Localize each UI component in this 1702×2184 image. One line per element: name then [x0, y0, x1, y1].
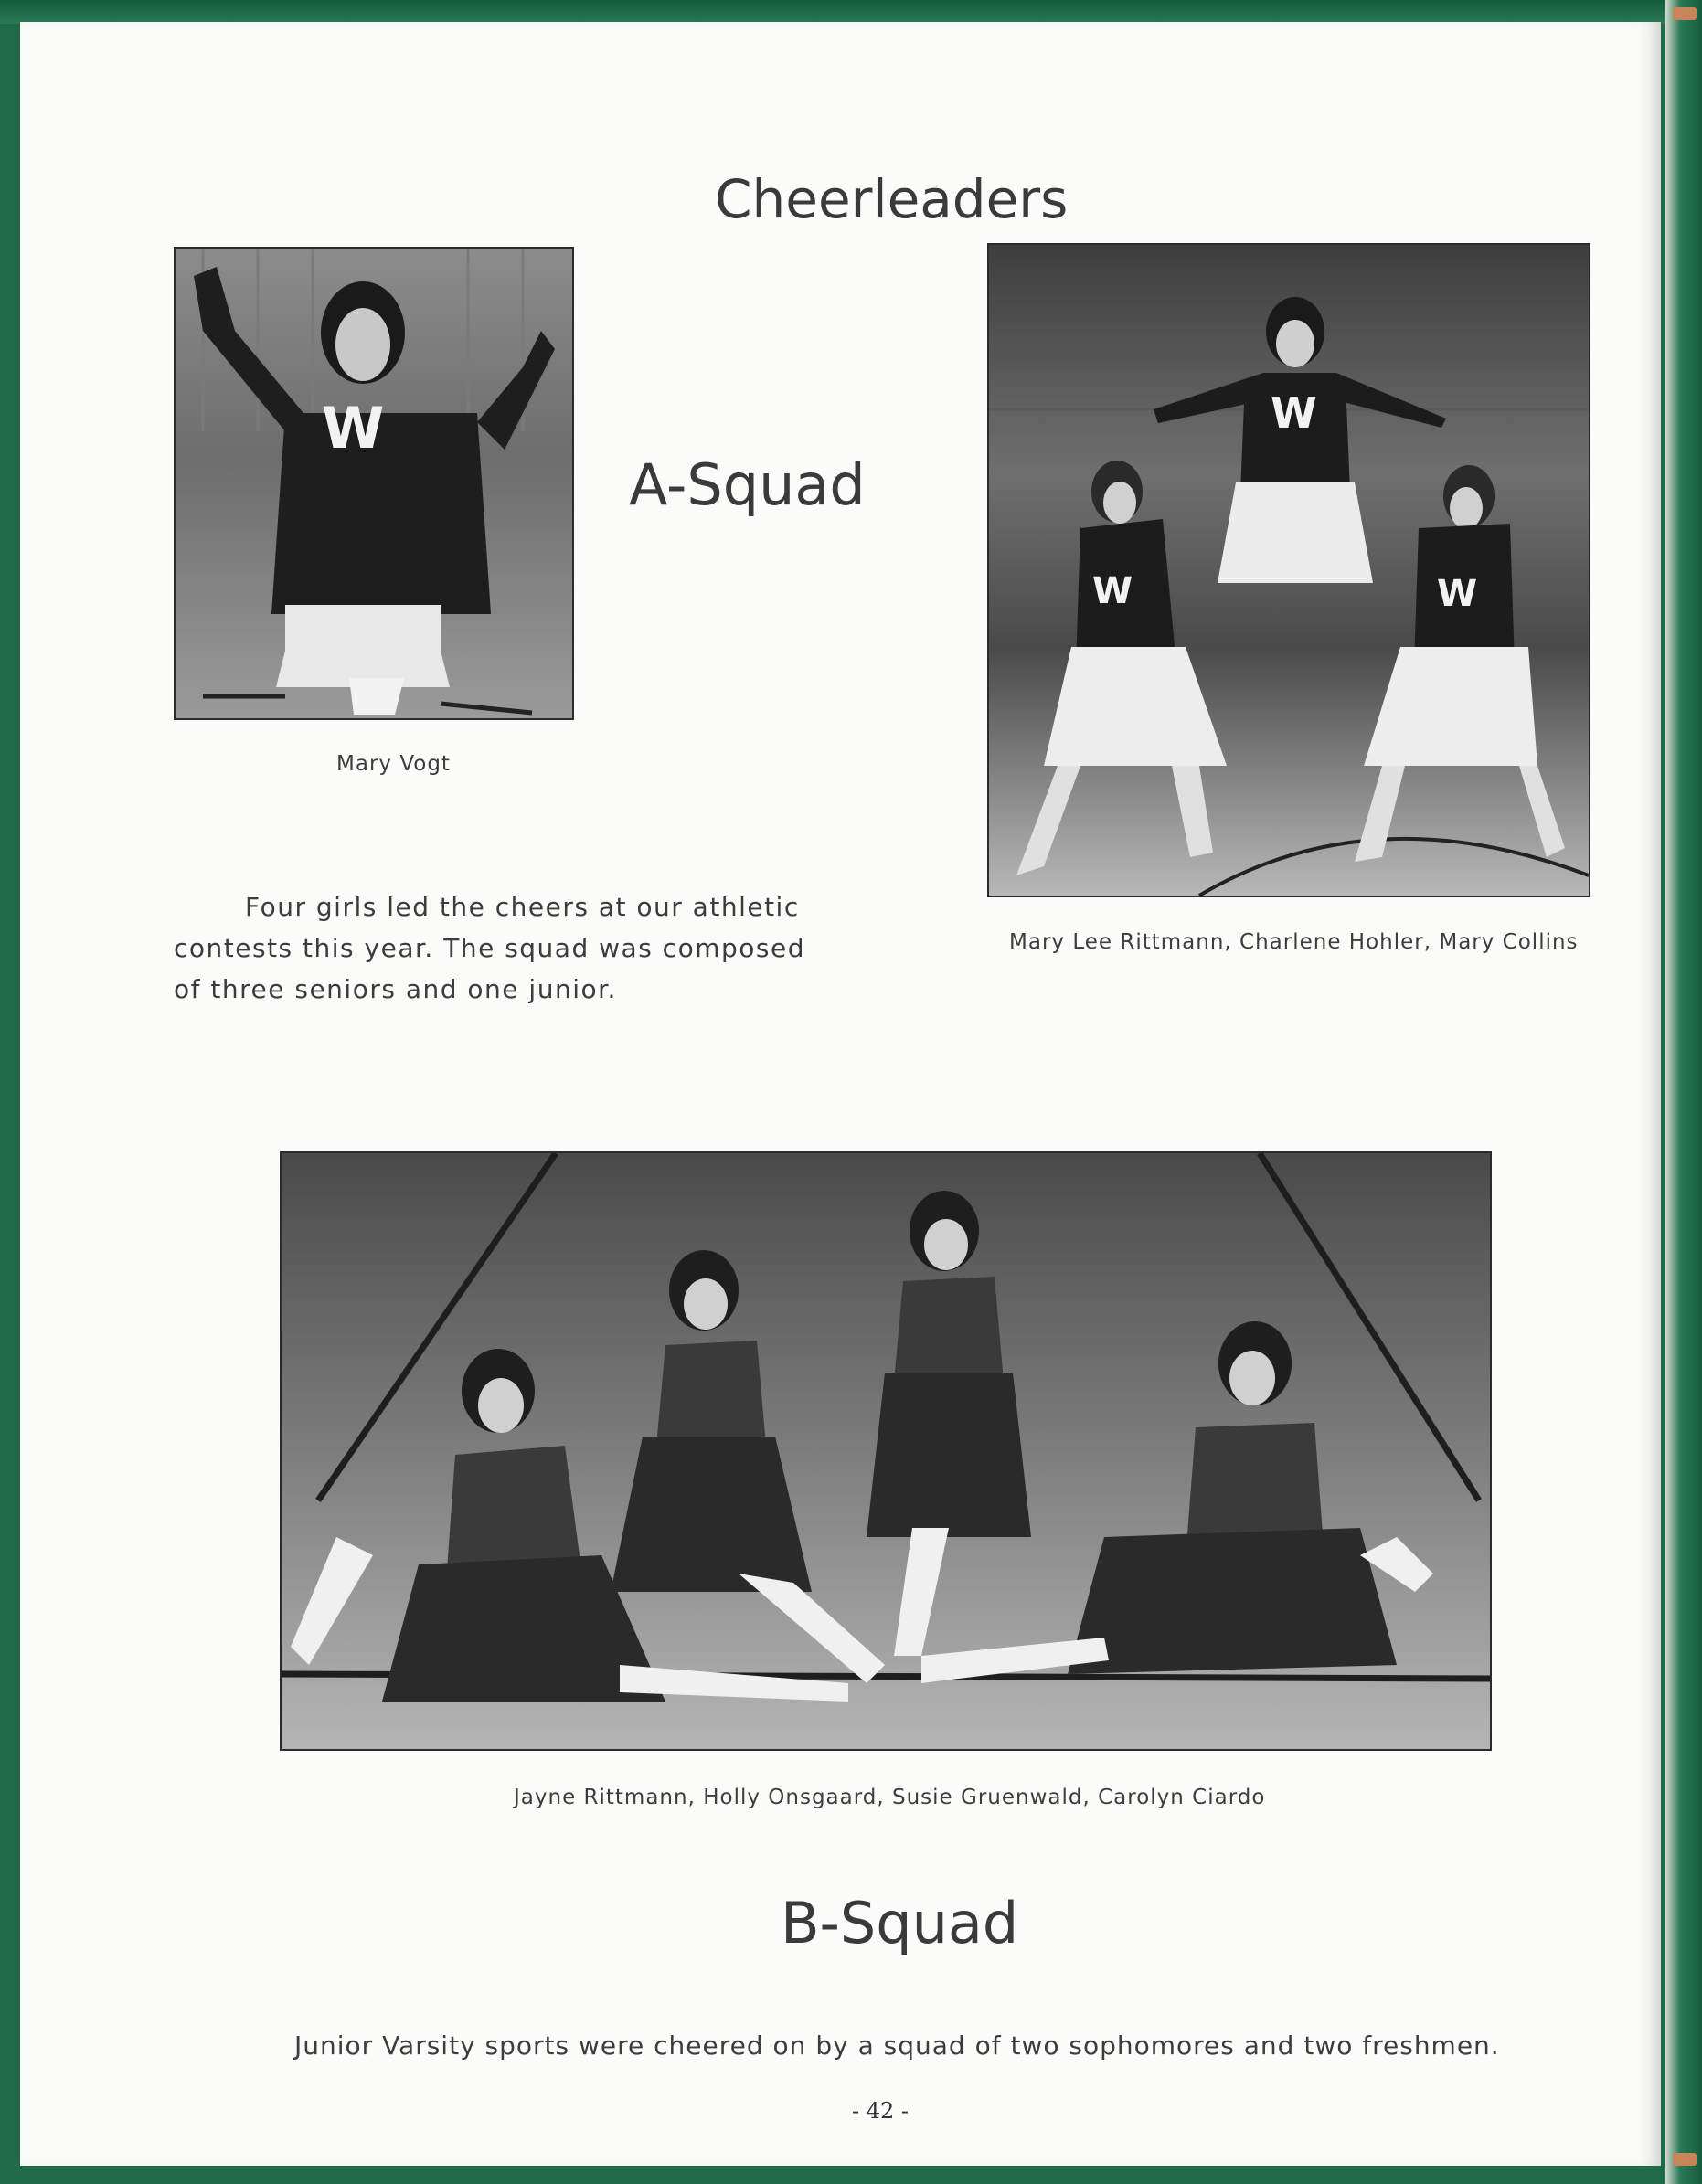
sweater-letter: W	[1092, 570, 1133, 612]
book-cover-top	[0, 0, 1702, 24]
b-squad-heading: B-Squad	[781, 1890, 1019, 1956]
a-squad-heading: A-Squad	[629, 451, 866, 518]
binding-mark	[1673, 2153, 1697, 2166]
b-squad-description: Junior Varsity sports were cheered on by a squad of two sophomores and two freshmen.	[294, 2030, 1500, 2061]
binding-mark	[1673, 7, 1697, 20]
a-squad-group-photo	[987, 243, 1590, 897]
sweater-letter: W	[1437, 573, 1478, 615]
book-cover-right	[1665, 0, 1702, 2184]
yearbook-page	[20, 22, 1661, 2166]
b-squad-photo	[280, 1151, 1492, 1751]
portrait-caption: Mary Vogt	[336, 752, 451, 776]
sweater-letter: W	[322, 395, 385, 461]
page-number: - 42 -	[852, 2098, 910, 2124]
a-squad-description: Four girls led the cheers at our athletic contests this year. The squad was composed of three seniors and one junior.	[174, 892, 805, 1004]
b-squad-photo-caption: Jayne Rittmann, Holly Onsgaard, Susie Gruenwald, Carolyn Ciardo	[514, 1786, 1266, 1809]
sweater-letter: W	[1271, 388, 1317, 438]
portrait-photo	[174, 247, 574, 720]
page-title: Cheerleaders	[715, 168, 1069, 230]
a-squad-group-caption: Mary Lee Rittmann, Charlene Hohler, Mary Collins	[1009, 930, 1579, 954]
